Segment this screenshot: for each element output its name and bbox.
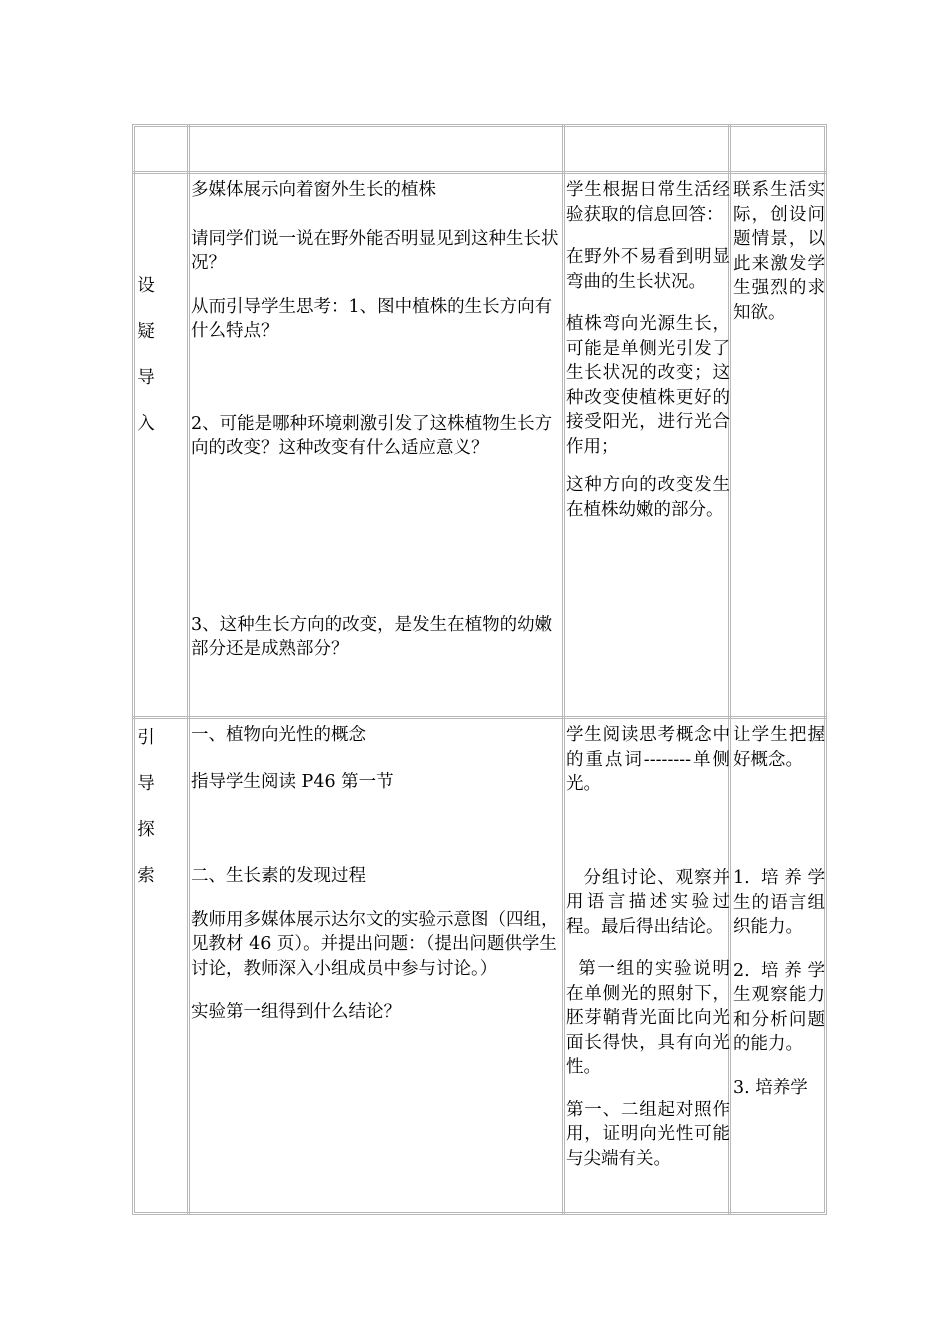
section-label-guided-exploration bbox=[131, 724, 161, 908]
student-text: 学生阅读思考概念中的重点词--------单侧光。 bbox=[566, 725, 730, 794]
intent-text: 3. 培养学 bbox=[733, 1077, 808, 1098]
student-text: 分组讨论、观察并用语言描述实验过程。最后得出结论。 bbox=[566, 867, 730, 937]
intent-text: 让学生把握好概念。 bbox=[733, 725, 825, 770]
design-intent-cell bbox=[733, 178, 825, 325]
label-char: 导 bbox=[137, 368, 155, 388]
section-label-question-intro bbox=[131, 272, 161, 456]
teacher-activity-cell bbox=[191, 723, 563, 1025]
teacher-text: 请同学们说一说在野外能否明显见到这种生长状况？ bbox=[191, 228, 559, 273]
student-text: 植株弯向光源生长，可能是单侧光引发了生长状况的改变；这种改变使植株更好的接受阳光，进行光合作用； bbox=[566, 314, 730, 457]
teacher-text: 实验第一组得到什么结论？ bbox=[191, 1002, 401, 1022]
label-char: 设 bbox=[137, 276, 155, 296]
student-text: 学生根据日常生活经 验获取的信息回答： bbox=[566, 180, 730, 225]
student-text: 第一、二组起对照作用，证明向光性可能与尖端有关。 bbox=[566, 1099, 730, 1169]
row-divider bbox=[132, 716, 827, 719]
label-char: 入 bbox=[137, 414, 155, 434]
student-text: 第一组的实验说明在单侧光的照射下，胚芽鞘背光面比向光面长得快，具有向光性。 bbox=[566, 959, 730, 1077]
intent-text: 联系生活实际，创设问题情景，以此来激发学生强烈的求知欲。 bbox=[733, 180, 825, 323]
label-char: 导 bbox=[137, 774, 155, 794]
column-divider bbox=[187, 124, 190, 1215]
label-char: 引 bbox=[137, 728, 155, 748]
teacher-text: 多媒体展示向着窗外生长的植株 bbox=[191, 180, 436, 200]
teacher-text: 指导学生阅读 P46 第一节 bbox=[191, 771, 394, 792]
student-text: 在野外不易看到明显弯曲的生长状况。 bbox=[566, 247, 730, 292]
label-char: 疑 bbox=[137, 322, 155, 342]
teacher-text: 3、这种生长方向的改变，是发生在植物的幼嫩部分还是成熟部分？ bbox=[191, 614, 553, 659]
intent-text: 1. 培养学生的语言组织能力。 bbox=[733, 868, 825, 937]
teacher-text: 一、植物向光性的概念 bbox=[191, 725, 366, 745]
student-text: 这种方向的改变发生在植株幼嫩的部分。 bbox=[566, 475, 730, 520]
label-char: 探 bbox=[137, 820, 155, 840]
label-char: 索 bbox=[137, 866, 155, 886]
teacher-text: 2、可能是哪种环境刺激引发了这株植物生长方向的改变？这种改变有什么适应意义？ bbox=[191, 413, 553, 458]
teacher-text: 二、生长素的发现过程 bbox=[191, 866, 366, 886]
student-activity-cell bbox=[566, 178, 730, 522]
teacher-activity-cell bbox=[191, 178, 563, 662]
row-divider bbox=[132, 171, 827, 174]
teacher-text: 从而引导学生思考：1、图中植株的生长方向有什么特点？ bbox=[191, 296, 553, 341]
student-activity-cell bbox=[566, 723, 730, 1171]
teacher-text: 教师用多媒体展示达尔文的实验示意图（四组，见教材 46 页）。并提出问题：（提出问题供学生讨论，教师深入小组成员中参与讨论。） bbox=[191, 909, 559, 979]
intent-text: 2. 培养学生观察能力和分析问题的能力。 bbox=[733, 960, 825, 1054]
design-intent-cell bbox=[733, 723, 825, 1100]
